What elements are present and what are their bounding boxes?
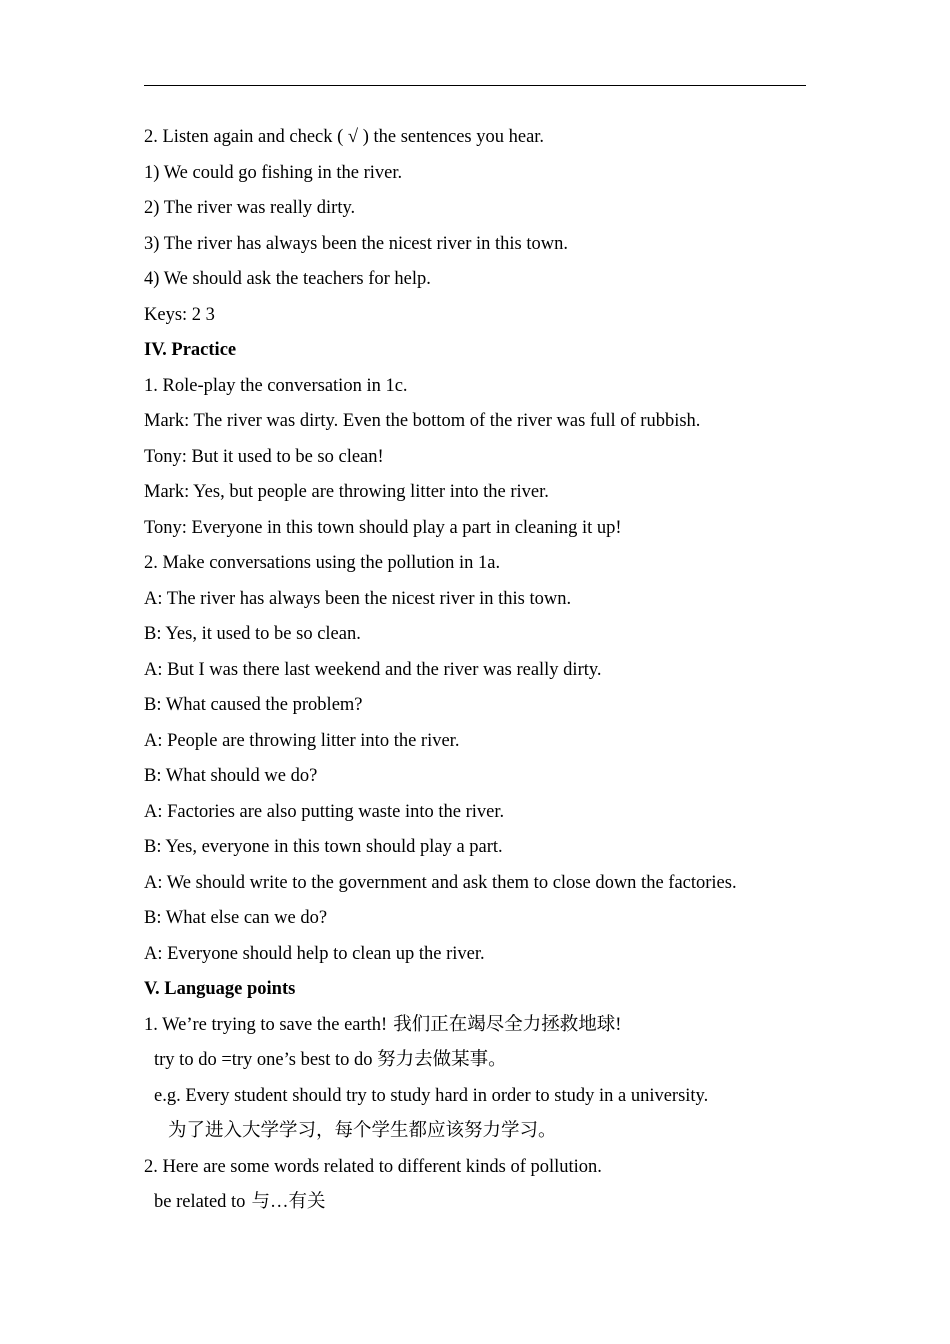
language-point-2-sentence: 2. Here are some words related to different kinds of pollution. bbox=[144, 1156, 602, 1177]
language-point-1-example-translation: 为了进入大学学习，每个学生都应该努力学习。 bbox=[168, 1121, 557, 1141]
header-rule bbox=[144, 85, 806, 86]
language-point-1-sentence: 1. We’re trying to save the earth! bbox=[144, 1014, 388, 1035]
language-point-1-example: e.g. Every student should try to study hard in order to study in a university. bbox=[154, 1085, 709, 1106]
conversation-line: Mark: The river was dirty. Even the bottom of the river was full of rubbish. bbox=[144, 411, 701, 431]
practice-task-2: 2. Make conversations using the pollution in 1a. bbox=[144, 553, 501, 573]
listening-item: 1) We could go fishing in the river. bbox=[144, 162, 403, 183]
document-body bbox=[144, 120, 806, 1221]
language-point-2-phrase: be related to bbox=[154, 1192, 246, 1212]
listening-item: 3) The river has always been the nicest river in this town. bbox=[144, 233, 569, 254]
language-point-2-phrase-meaning: 与…有关 bbox=[251, 1192, 326, 1212]
conversation-line: B: What should we do? bbox=[144, 766, 318, 786]
conversation-line: B: What else can we do? bbox=[144, 908, 328, 928]
conversation-line: Tony: But it used to be so clean! bbox=[144, 446, 384, 467]
conversation-line: A: The river has always been the nicest river in this town. bbox=[144, 588, 572, 609]
language-point-1 bbox=[144, 1008, 806, 1044]
practice-task-1: 1. Role-play the conversation in 1c. bbox=[144, 375, 408, 396]
conversation-line: A: People are throwing litter into the river. bbox=[144, 730, 460, 751]
conversation-line: A: We should write to the government and ask them to close down the factories. bbox=[144, 872, 737, 893]
language-points-heading: V. Language points bbox=[144, 979, 296, 999]
conversation-line: A: But I was there last weekend and the river was really dirty. bbox=[144, 659, 602, 680]
listening-instruction: 2. Listen again and check ( √ ) the sentences you hear. bbox=[144, 127, 545, 147]
conversation-line: Tony: Everyone in this town should play a part in cleaning it up! bbox=[144, 517, 622, 538]
conversation-line: A: Everyone should help to clean up the river. bbox=[144, 943, 485, 964]
conversation-line: Mark: Yes, but people are throwing litter into the river. bbox=[144, 482, 549, 502]
conversation-line: A: Factories are also putting waste into the river. bbox=[144, 801, 505, 822]
language-point-1-usage: try to do =try one’s best to do 努力去做某事。 bbox=[154, 1050, 507, 1070]
listening-item: 2) The river was really dirty. bbox=[144, 198, 356, 218]
listening-item: 4) We should ask the teachers for help. bbox=[144, 269, 431, 289]
language-point-2-phrase-line bbox=[144, 1185, 806, 1221]
listening-keys: Keys: 2 3 bbox=[144, 304, 215, 325]
practice-heading: IV. Practice bbox=[144, 340, 237, 360]
conversation-line: B: What caused the problem? bbox=[144, 695, 363, 715]
conversation-line: B: Yes, it used to be so clean. bbox=[144, 624, 361, 644]
conversation-line: B: Yes, everyone in this town should play a part. bbox=[144, 837, 503, 857]
language-point-1-translation: 我们正在竭尽全力拯救地球! bbox=[393, 1014, 622, 1035]
